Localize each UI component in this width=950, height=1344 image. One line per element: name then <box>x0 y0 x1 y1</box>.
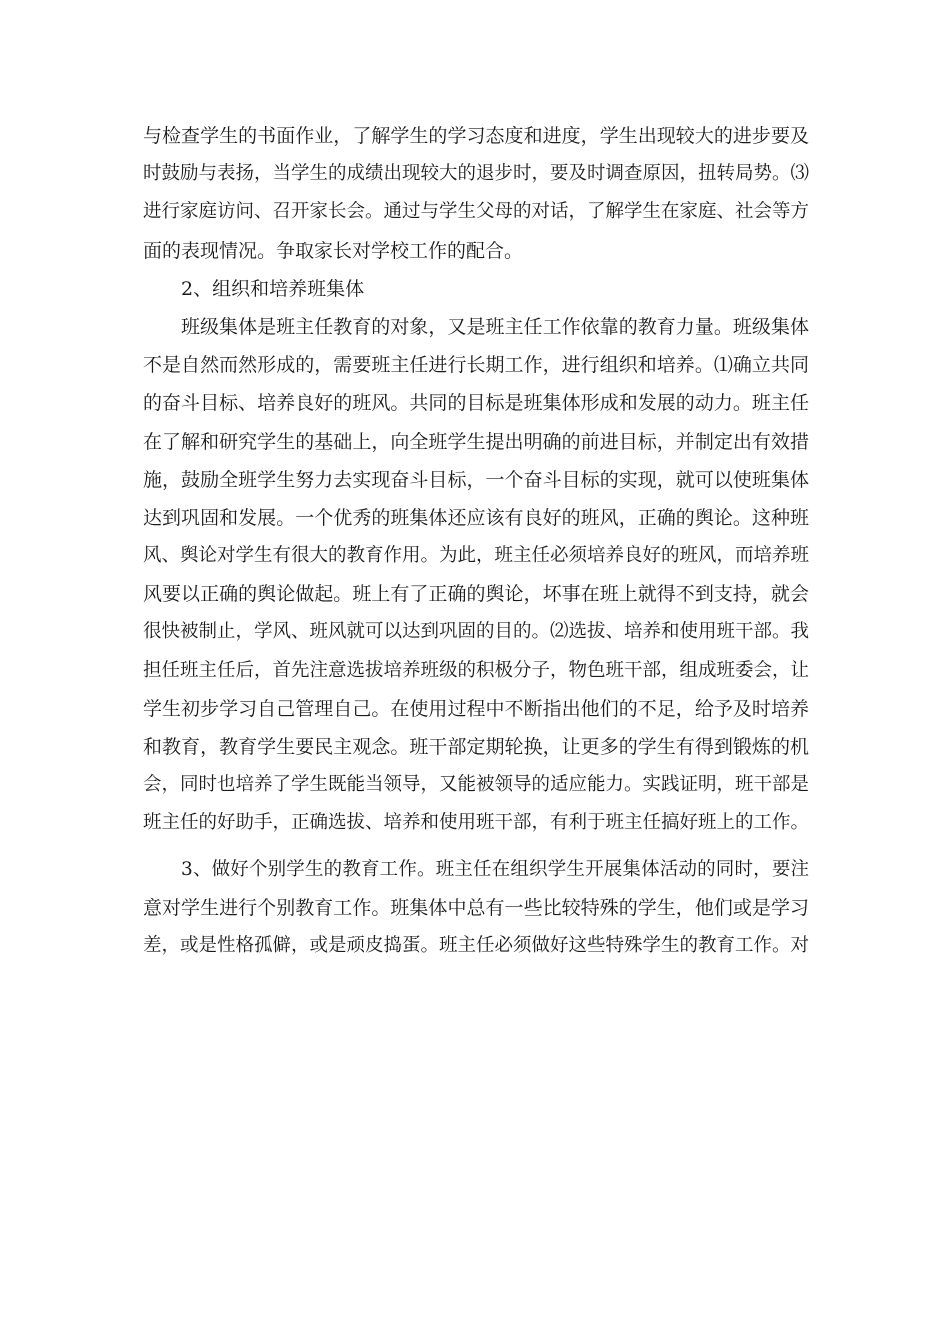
text-line: 意对学生进行个别教育工作。班集体中总有一些比较特殊的学生，他们或是学习 <box>143 896 809 919</box>
text-line: 风、舆论对学生有很大的教育作用。为此，班主任必须培养良好的班风，而培养班 <box>143 545 810 567</box>
text-line: 施，鼓励全班学生努力去实现奋斗目标，一个奋斗目标的实现，就可以使班集体 <box>143 468 809 491</box>
text-line: 进行家庭访问、召开家长会。通过与学生父母的对话，了解学生在家庭、社会等方 <box>143 201 810 223</box>
paragraph-2 <box>143 308 809 843</box>
paragraph-3 <box>143 851 809 966</box>
section-heading-2 <box>143 270 809 308</box>
text-line: 达到巩固和发展。一个优秀的班集体还应该有良好的班风，正确的舆论。这种班 <box>143 506 809 529</box>
paragraph-1 <box>143 117 809 270</box>
text-line: 不是自然而然形成的，需要班主任进行长期工作，进行组织和培养。⑴确立共同 <box>143 354 809 377</box>
text-line: 3、做好个别学生的教育工作。班主任在组织学生开展集体活动的同时，要注 <box>181 858 809 880</box>
text-line: 风要以正确的舆论做起。班上有了正确的舆论，坏事在班上就得不到支持，就会 <box>143 583 809 606</box>
text-line: 班主任的好助手，正确选拔、培养和使用班干部，有利于班主任搞好班上的工作。 <box>143 812 810 834</box>
text-line: 差，或是性格孤僻，或是顽皮捣蛋。班主任必须做好这些特殊学生的教育工作。对 <box>143 934 810 956</box>
text-line: 担任班主任后，首先注意选拔培养班级的积极分子，物色班干部，组成班委会，让 <box>143 659 810 681</box>
text-line: 面的表现情况。争取家长对学校工作的配合。 <box>143 239 524 262</box>
document-body <box>143 117 809 965</box>
text-line: 在了解和研究学生的基础上，向全班学生提出明确的前进目标，并制定出有效措 <box>143 430 809 453</box>
section-heading: 2、组织和培养班集体 <box>181 277 365 300</box>
text-line: 的奋斗目标、培养良好的班风。共同的目标是班集体形成和发展的动力。班主任 <box>143 392 809 415</box>
text-line: 和教育，教育学生要民主观念。班干部定期轮换，让更多的学生有得到锻炼的机 <box>143 736 809 758</box>
text-line: 会，同时也培养了学生既能当领导，又能被领导的适应能力。实践证明，班干部是 <box>143 774 810 796</box>
text-line: 与检查学生的书面作业，了解学生的学习态度和进度，学生出现较大的进步要及 <box>143 125 809 147</box>
text-line: 班级集体是班主任教育的对象，又是班主任工作依靠的教育力量。班级集体 <box>181 315 809 338</box>
text-line: 时鼓励与表扬，当学生的成绩出现较大的退步时，要及时调查原因，扭转局势。⑶ <box>143 163 810 185</box>
text-line: 学生初步学习自己管理自己。在使用过程中不断指出他们的不足，给予及时培养 <box>143 697 809 720</box>
paragraph-spacing <box>143 843 809 851</box>
text-line: 很快被制止，学风、班风就可以达到巩固的目的。⑵选拔、培养和使用班干部。我 <box>143 621 810 643</box>
